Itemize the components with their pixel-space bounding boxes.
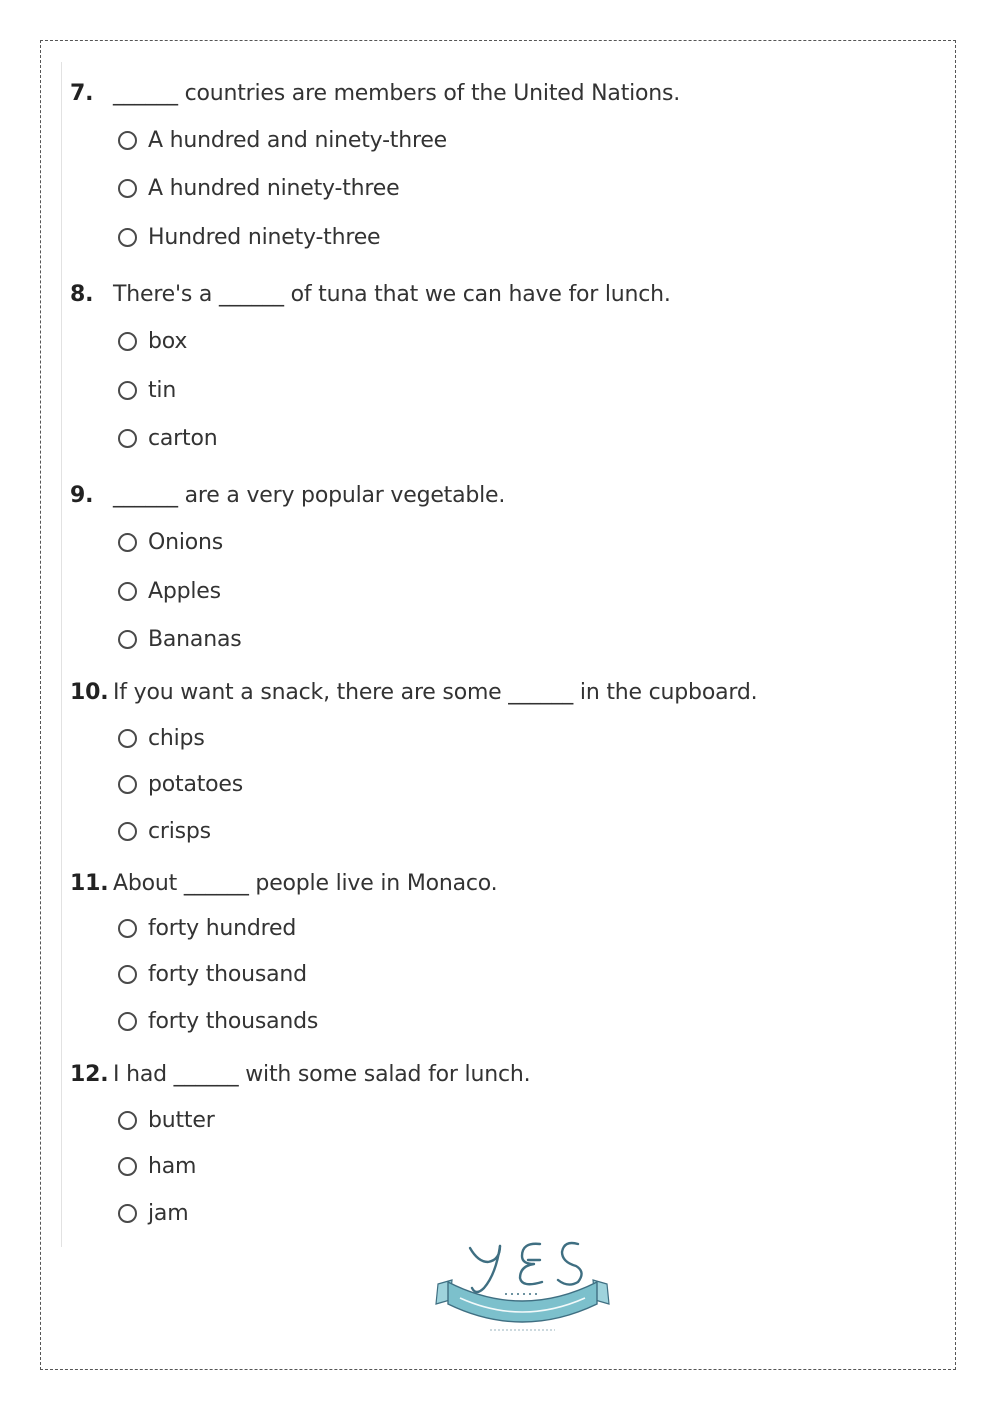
answer-option[interactable] — [118, 576, 221, 606]
radio-button-icon[interactable] — [118, 381, 137, 400]
question-text: ______ countries are members of the United Nations. — [113, 81, 681, 106]
school-logo — [430, 1222, 615, 1342]
answer-option[interactable] — [118, 769, 243, 799]
question-number: 7. — [70, 81, 94, 106]
question-number: 12. — [70, 1062, 109, 1087]
option-label: forty thousands — [148, 1008, 319, 1034]
question-prompt — [70, 280, 930, 310]
answer-option[interactable] — [118, 125, 447, 155]
radio-button-icon[interactable] — [118, 179, 137, 198]
question-10 — [70, 678, 930, 844]
question-7 — [70, 79, 930, 250]
answer-option[interactable] — [118, 959, 307, 989]
option-label: carton — [148, 425, 218, 451]
question-number: 11. — [70, 871, 109, 896]
answer-option[interactable] — [118, 423, 217, 453]
option-label: crisps — [148, 818, 211, 844]
answer-option[interactable] — [118, 326, 187, 356]
option-label: box — [148, 328, 188, 354]
answer-option[interactable] — [118, 723, 205, 753]
option-label: Apples — [148, 578, 221, 604]
answer-option[interactable] — [118, 222, 380, 252]
option-label: Bananas — [148, 626, 242, 652]
radio-button-icon[interactable] — [118, 1111, 137, 1130]
answer-option[interactable] — [118, 1006, 318, 1036]
question-12 — [70, 1060, 930, 1226]
option-label: tin — [148, 377, 177, 403]
option-label: Hundred ninety-three — [148, 224, 381, 250]
question-prompt — [70, 79, 930, 109]
question-text: If you want a snack, there are some ______ in the cupboard. — [113, 680, 758, 705]
answer-option[interactable] — [118, 1151, 196, 1181]
radio-button-icon[interactable] — [118, 822, 137, 841]
radio-button-icon[interactable] — [118, 729, 137, 748]
question-text: About ______ people live in Monaco. — [113, 871, 498, 896]
yes-logo-icon — [430, 1222, 615, 1342]
option-label: chips — [148, 725, 205, 751]
radio-button-icon[interactable] — [118, 965, 137, 984]
question-text: I had ______ with some salad for lunch. — [113, 1062, 531, 1087]
question-prompt — [70, 481, 930, 511]
question-8 — [70, 280, 930, 451]
radio-button-icon[interactable] — [118, 775, 137, 794]
radio-button-icon[interactable] — [118, 630, 137, 649]
radio-button-icon[interactable] — [118, 131, 137, 150]
radio-button-icon[interactable] — [118, 919, 137, 938]
radio-button-icon[interactable] — [118, 332, 137, 351]
answer-option[interactable] — [118, 173, 399, 203]
answer-option[interactable] — [118, 527, 223, 557]
answer-option[interactable] — [118, 1105, 215, 1135]
answer-option[interactable] — [118, 624, 242, 654]
answer-option[interactable] — [118, 375, 176, 405]
question-text: There's a ______ of tuna that we can have for lunch. — [113, 282, 671, 307]
question-prompt — [70, 869, 930, 899]
question-number: 9. — [70, 483, 94, 508]
question-11 — [70, 869, 930, 1034]
radio-button-icon[interactable] — [118, 533, 137, 552]
question-text: ______ are a very popular vegetable. — [113, 483, 506, 508]
radio-button-icon[interactable] — [118, 1157, 137, 1176]
option-label: A hundred ninety-three — [148, 175, 400, 201]
option-label: forty hundred — [148, 915, 297, 941]
option-label: A hundred and ninety-three — [148, 127, 448, 153]
radio-button-icon[interactable] — [118, 582, 137, 601]
option-label: butter — [148, 1107, 215, 1133]
option-label: ham — [148, 1153, 197, 1179]
answer-option[interactable] — [118, 1198, 188, 1228]
option-label: jam — [148, 1200, 189, 1226]
radio-button-icon[interactable] — [118, 1204, 137, 1223]
question-number: 10. — [70, 680, 109, 705]
question-prompt — [70, 1060, 930, 1090]
question-prompt — [70, 678, 930, 708]
option-label: potatoes — [148, 771, 244, 797]
radio-button-icon[interactable] — [118, 1012, 137, 1031]
radio-button-icon[interactable] — [118, 429, 137, 448]
answer-option[interactable] — [118, 816, 211, 846]
margin-rule — [61, 62, 62, 1247]
answer-option[interactable] — [118, 913, 296, 943]
radio-button-icon[interactable] — [118, 228, 137, 247]
option-label: forty thousand — [148, 961, 307, 987]
question-number: 8. — [70, 282, 94, 307]
question-9 — [70, 481, 930, 652]
option-label: Onions — [148, 529, 224, 555]
